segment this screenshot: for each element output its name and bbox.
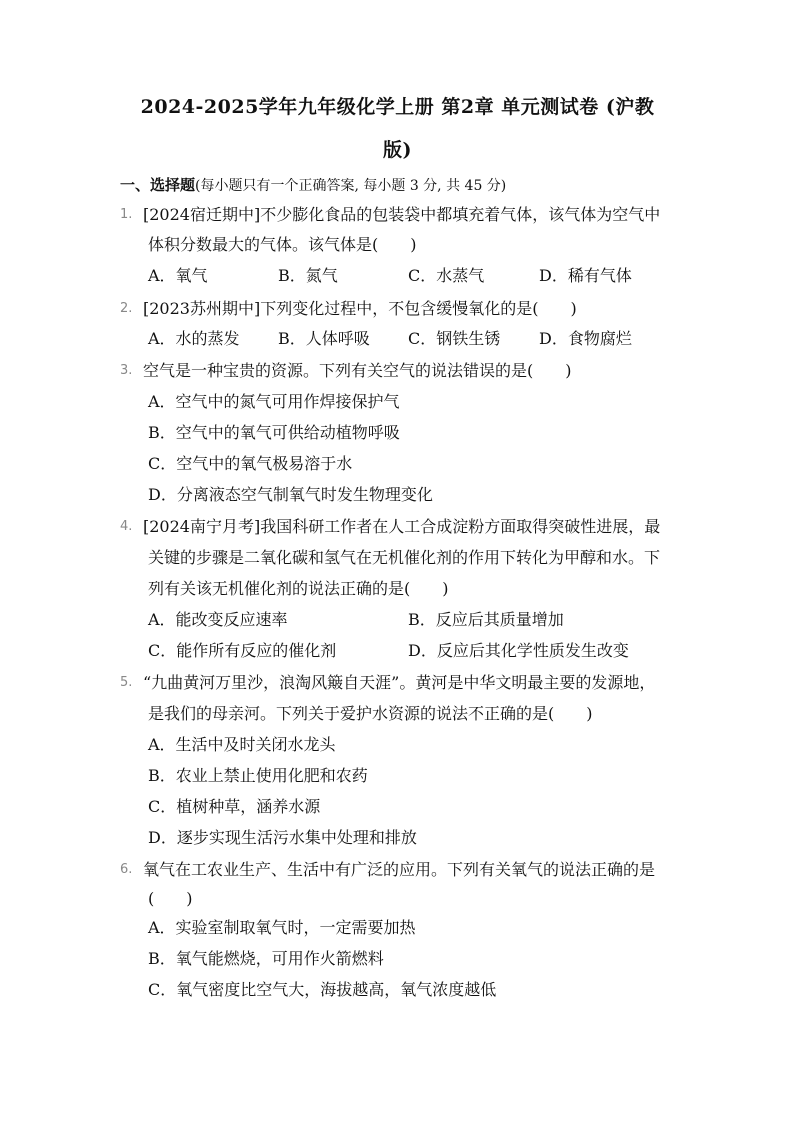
question-number: 6. <box>120 862 133 877</box>
question-number: 2. <box>120 301 133 316</box>
answer-option: B．农业上禁止使用化肥和农药 <box>148 766 368 785</box>
question-text: [2023苏州期中]下列变化过程中，不包含缓慢氧化的是( ) <box>143 299 577 318</box>
answer-option: A．氧气 <box>148 266 208 285</box>
section-instructions: (每小题只有一个正确答案, 每小题 3 分, 共 45 分) <box>195 178 507 194</box>
question-text: 氧气在工农业生产、生活中有广泛的应用。下列有关氧气的说法正确的是 <box>143 860 656 879</box>
question-text: 关键的步骤是二氧化碳和氢气在无机催化剂的作用下转化为甲醇和水。下 <box>148 548 661 567</box>
question-text: 列有关该无机催化剂的说法正确的是( ) <box>148 579 449 598</box>
question-text: “九曲黄河万里沙，浪淘风簸自天涯”。黄河是中华文明最主要的发源地， <box>143 673 656 692</box>
answer-option: C．能作所有反应的催化剂 <box>148 641 337 660</box>
answer-option: C．氧气密度比空气大，海拔越高，氧气浓度越低 <box>148 980 497 999</box>
answer-option: D．食物腐烂 <box>539 329 632 348</box>
question-number: 3. <box>120 363 133 378</box>
question-text: ( ) <box>148 889 193 908</box>
question-text: 体积分数最大的气体。该气体是( ) <box>148 235 417 254</box>
question-text: [2024南宁月考]我国科研工作者在人工合成淀粉方面取得突破性进展，最 <box>143 517 661 536</box>
answer-option: D．分离液态空气制氧气时发生物理变化 <box>148 485 433 504</box>
answer-option: B．空气中的氧气可供给动植物呼吸 <box>148 423 400 442</box>
question-number: 5. <box>120 675 133 690</box>
answer-option: D．逐步实现生活污水集中处理和排放 <box>148 828 417 847</box>
question-text: 空气是一种宝贵的资源。下列有关空气的说法错误的是( ) <box>143 361 572 380</box>
answer-option: C．水蒸气 <box>408 266 485 285</box>
question-number: 1. <box>120 207 133 222</box>
section-heading <box>120 172 506 199</box>
answer-option: C．空气中的氧气极易溶于水 <box>148 454 353 473</box>
answer-option: A．能改变反应速率 <box>148 610 288 629</box>
answer-option: A．生活中及时关闭水龙头 <box>148 735 336 754</box>
answer-option: A．水的蒸发 <box>148 329 240 348</box>
answer-option: A．空气中的氮气可用作焊接保护气 <box>148 392 400 411</box>
answer-option: C．植树种草，涵养水源 <box>148 797 321 816</box>
answer-option: B．氧气能燃烧，可用作火箭燃料 <box>148 949 384 968</box>
answer-option: C．钢铁生锈 <box>408 329 501 348</box>
section-label: 一、选择题 <box>120 176 196 194</box>
answer-option: D．反应后其化学性质发生改变 <box>408 641 629 660</box>
question-number: 4. <box>120 519 133 534</box>
answer-option: A．实验室制取氧气时，一定需要加热 <box>148 918 416 937</box>
question-text: 是我们的母亲河。下列关于爱护水资源的说法不正确的是( ) <box>148 704 593 723</box>
answer-option: B．氮气 <box>278 266 338 285</box>
page-title: 2024-2025学年九年级化学上册 第2章 单元测试卷 (沪教 <box>140 96 655 118</box>
answer-option: B．人体呼吸 <box>278 329 370 348</box>
answer-option: D．稀有气体 <box>539 266 632 285</box>
page-title-continued: 版) <box>383 139 412 161</box>
question-text: [2024宿迁期中]不少膨化食品的包装袋中都填充着气体，该气体为空气中 <box>143 205 661 224</box>
answer-option: B．反应后其质量增加 <box>408 610 564 629</box>
